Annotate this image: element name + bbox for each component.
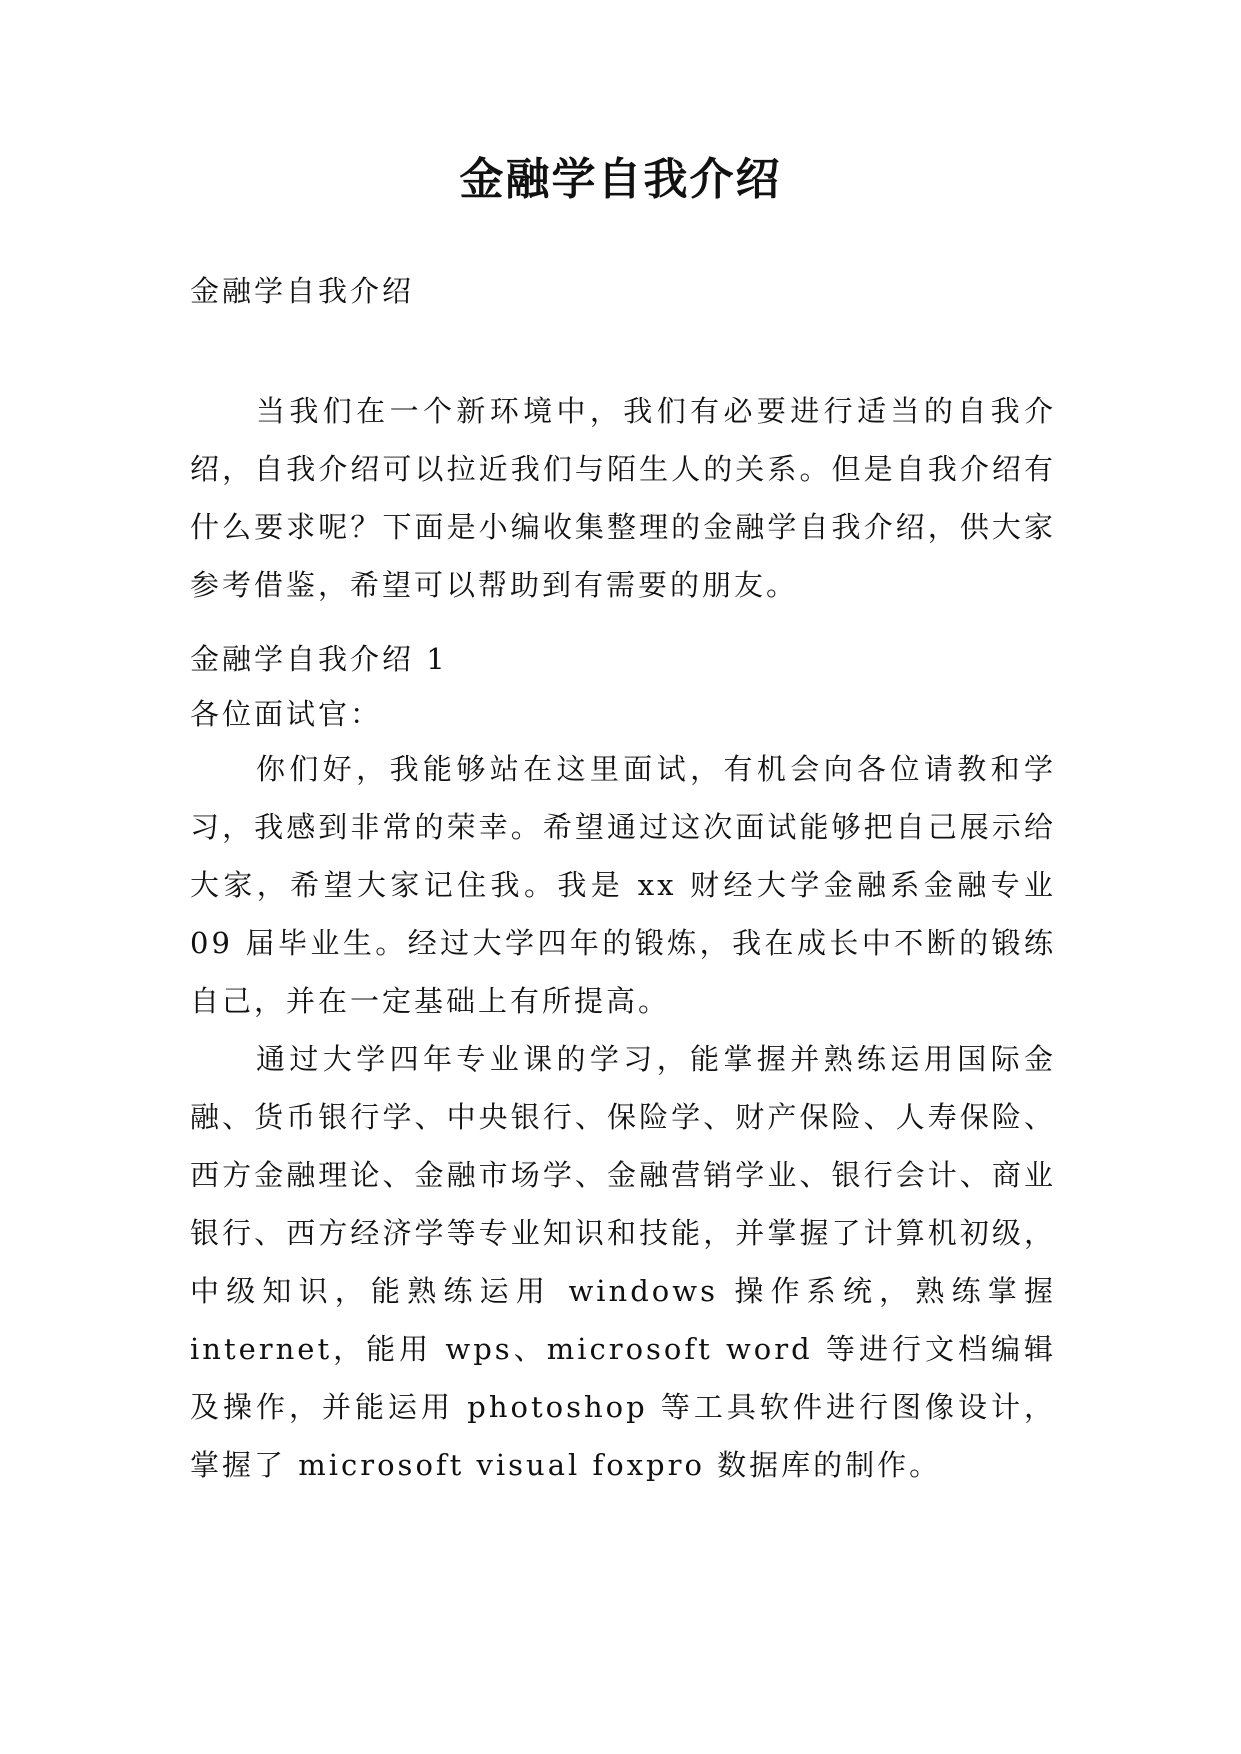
- document-subtitle: 金融学自我介绍: [190, 274, 415, 308]
- section-heading: 金融学自我介绍 1: [190, 642, 448, 676]
- paragraph-1: 你们好，我能够站在这里面试，有机会向各位请教和学习，我感到非常的荣幸。希望通过这次面试能够把自己展示给大家，希望大家记住我。我是 xx 财经大学金融系金融专业 09 届毕业生。经过大学四年的锻炼，我在成长中不断的锻练自己，并在一定基础上有所提高。: [190, 752, 1056, 1018]
- page-title: 金融学自我介绍: [459, 154, 782, 205]
- intro-paragraph: 当我们在一个新环境中，我们有必要进行适当的自我介绍，自我介绍可以拉近我们与陌生人的关系。但是自我介绍有什么要求呢？下面是小编收集整理的金融学自我介绍，供大家参考借鉴，希望可以帮助到有需要的朋友。: [190, 394, 1056, 602]
- paragraph-2: 通过大学四年专业课的学习，能掌握并熟练运用国际金融、货币银行学、中央银行、保险学、财产保险、人寿保险、西方金融理论、金融市场学、金融营销学业、银行会计、商业银行、西方经济学等专业知识和技能，并掌握了计算机初级，中级知识，能熟练运用 windows 操作系统，熟练掌握 internet，能用 wps、microsoft word 等进行文档编辑及操作，并能运用 photoshop 等工具软件进行图像设计，掌握了 microsoft visual foxpro 数据库的制作。: [190, 1042, 1056, 1482]
- salutation: 各位面试官：: [190, 697, 383, 731]
